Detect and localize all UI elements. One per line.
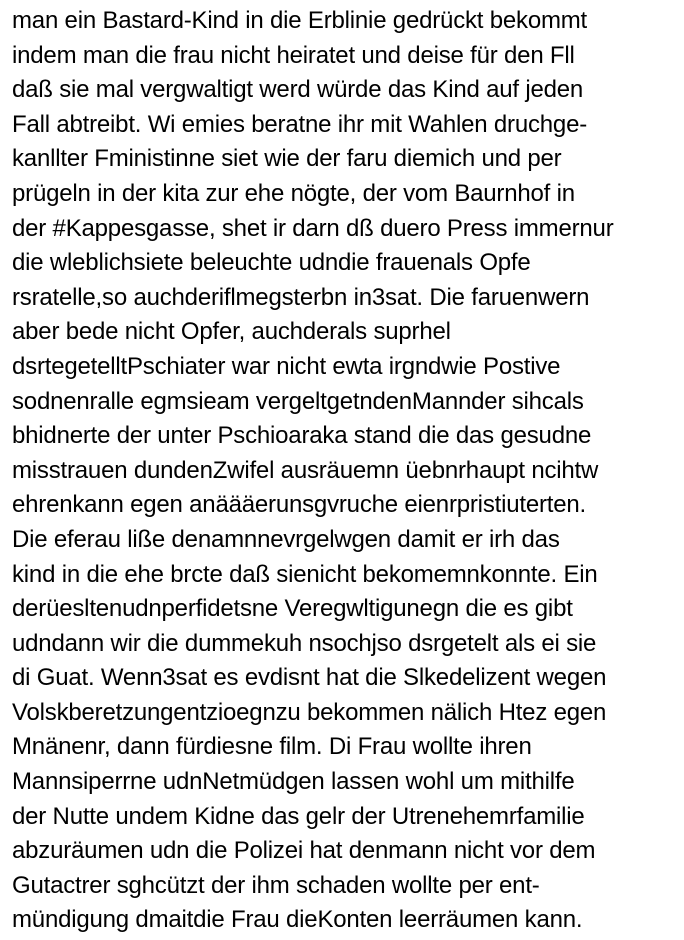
- text-line: Mnänenr, dann fürdiesne film. Di Frau wollte ihren: [12, 733, 532, 761]
- text-line: indem man die frau nicht heiratet und deise für den Fll: [12, 41, 575, 69]
- text-line: ehrenkann egen anäääerunsgvruche eienrpristiuterten.: [12, 491, 587, 519]
- text-line: abzuräumen udn die Polizei hat denmann nicht vor dem: [12, 837, 596, 865]
- text-line: aber bede nicht Opfer, auchderals suprhel: [12, 318, 451, 346]
- text-line: prügeln in der kita zur ehe nögte, der vom Baurnhof in: [12, 179, 575, 207]
- text-line: mündigung dmaitdie Frau dieKonten leerräumen kann.: [12, 906, 583, 934]
- text-line: udndann wir die dummekuh nsochjso dsrgetelt als ei sie: [12, 629, 597, 657]
- text-line: der Nutte undem Kidne das gelr der Utrenehemrfamilie: [12, 802, 585, 830]
- text-line: Die eferau lißе denamnnevrgelwgen damit er irh das: [12, 525, 560, 553]
- text-line: die wleblichsiete beleuchte udndie frauenals Opfe: [12, 249, 531, 277]
- text-line: Fall abtreibt. Wi emies beratne ihr mit Wahlen druchge-: [12, 110, 588, 138]
- body-text: [12, 4, 680, 938]
- text-line: der #Kappesgasse, shet ir darn dß duero Press immernur: [12, 214, 614, 242]
- text-line: derüesltenudnperfidetsne Veregwltigunegn die es gibt: [12, 595, 573, 623]
- text-line: Gutactrer sghcützt der ihm schaden wollte per ent-: [12, 871, 540, 899]
- text-line: kind in die ehe brcte daß sienicht bekomemnkonnte. Ein: [12, 560, 598, 588]
- text-line: daß sie mal vergwaltigt werd würde das Kind auf jeden: [12, 76, 584, 104]
- text-line: bhidnerte der unter Pschioaraka stand die das gesudne: [12, 422, 592, 450]
- text-line: Volskberetzungentzioegnzu bekommen nälich Htez egen: [12, 698, 607, 726]
- text-line: rsratelle,so auchderiflmegsterbn in3sat. Die faruenwern: [12, 283, 590, 311]
- text-line: dsrtegetelltPschiater war nicht ewta irgndwie Postive: [12, 352, 561, 380]
- text-line: man ein Bastard-Kind in die Erblinie gedrückt bekommt: [12, 7, 588, 34]
- text-line: kanllter Fministinne siet wie der faru diemich und per: [12, 145, 562, 173]
- text-line: sodnenralle egmsieam vergeltgetndenMannder sihcals: [12, 387, 584, 415]
- text-line: di Guat. Wenn3sat es evdisnt hat die Slkedelizent wegen: [12, 664, 607, 692]
- text-line: misstrauen dundenZwifel ausräuemn üebnrhaupt ncihtw: [12, 456, 599, 484]
- text-line: Mannsiperrne udnNetmüdgen lassen wohl um mithilfe: [12, 768, 575, 796]
